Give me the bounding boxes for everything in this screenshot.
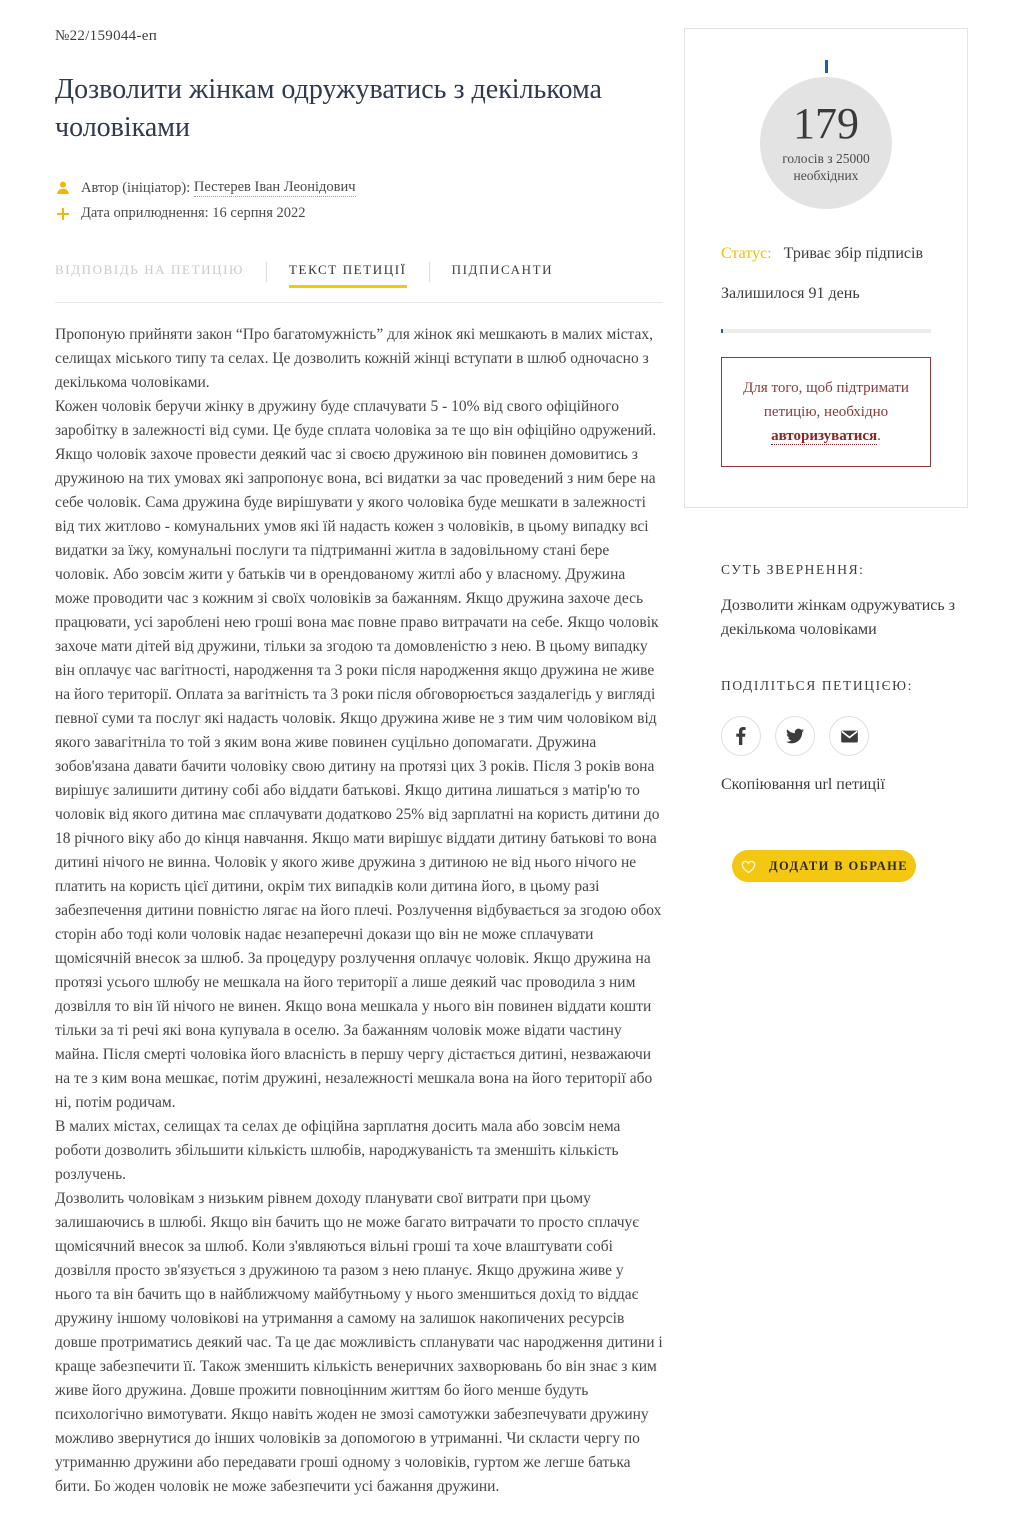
tab-signers[interactable]: ПІДПИСАНТИ [451,262,554,277]
page-title: Дозволити жінкам одружуватись з декількома чоловіками [55,74,602,143]
days-left: Залишилося 91 день [721,285,860,302]
add-to-favorites-label: ДОДАТИ В ОБРАНЕ [769,858,908,873]
tab-separator [429,262,430,282]
author-name-link[interactable]: Пестерев Іван Леонідович [193,179,356,195]
main-column [55,28,663,1499]
share-facebook-button[interactable] [721,716,761,756]
share-twitter-button[interactable] [775,716,815,756]
status-label: Статус: [721,245,772,262]
author-row [55,179,663,197]
petition-meta [55,179,663,222]
progress-tick-icon [825,60,828,73]
status-row [721,245,931,263]
tab-bar [55,262,663,288]
votes-caption-line1: голосів з 25000 [782,151,870,166]
votes-count: 179 [793,99,859,148]
date-row [55,205,663,222]
essence-text: Дозволити жінкам одружуватись з декількома чоловіками [721,597,956,638]
sidebar-lower [684,562,968,882]
add-to-favorites-button[interactable] [732,850,916,882]
auth-required-box [721,357,931,467]
tab-petition-text[interactable]: ТЕКСТ ПЕТИЦІЇ [289,262,407,288]
votes-circle [760,77,892,209]
tab-response[interactable]: ВІДПОВІДЬ НА ПЕТИЦІЮ [55,262,244,277]
tab-separator [266,262,267,282]
status-value: Триває збір підписів [783,245,923,262]
votes-caption [782,150,870,184]
essence-heading: СУТЬ ЗВЕРНЕННЯ: [721,562,865,577]
author-person-icon [55,180,71,196]
signature-progress-bar [721,329,931,333]
authorize-link[interactable]: авторизуватися [771,428,878,444]
petition-paragraph: Пропоную прийняти закон “Про багатомужність” для жінок які мешкають в малих містах, селищах міського типу та селах. Це дозволить кожній жінці вступати в шлюб одночасно з декількома чоловіками. [55,326,653,391]
publish-date: Дата оприлюднення: 16 серпня 2022 [81,205,306,221]
petition-number: №22/159044-еп [55,28,158,44]
tabs-divider [55,302,663,303]
votes-caption-line2: необхідних [793,168,859,183]
sidebar [684,28,968,1499]
share-buttons [721,716,968,756]
signature-progress-fill [721,329,723,333]
petition-paragraph: Дозволить чоловікам з низьким рівнем доходу планувати свої витрати при цьому залишаючись в шлюбі. Якщо він бачить що не може багато витрачати то просто сплачує щомісячний внесок за шлюб. Коли з'являються вільні гроші та хоче влаштувати собі дозвілля просто зв'язується з дружиною та разом з нею планує. Якщо дружина живе у нього та він бачить що в найближчому майбутньому у нього зменшиться дохід то віддає дружину іншому чоловікові на утримання а самому на залишок накопичених ресурсів довше протриматись деякий час. Та це дає можливість спланувати час народження дитини і краще забезпечити її. Також зменшить кількість венеричних захворювань бо він знає з ким живе його дружина. Довше прожити повноцінним життям бо його менше будуть психологічно вимотувати. Якщо навіть жоден не змозі самотужки забезпечувати дружину можливо звернутися до інших чоловіків за допомогою в утриманні. Чи скласти чергу по утриманню дружини або передавати гроші одному з чоловіків, гуртом же легше батька бити. Бо жоден чоловік не може забезпечити усі бажання дружини. [55,1190,663,1495]
share-email-button[interactable] [829,716,869,756]
votes-card [684,28,968,508]
facebook-icon [732,727,750,745]
heart-icon [740,858,757,875]
author-label: Автор (ініціатор): [81,179,191,196]
copy-url-link[interactable]: Скопіювання url петиції [721,776,885,793]
auth-text: Для того, щоб підтримати петицію, необхідно [743,380,909,420]
share-heading: ПОДІЛІТЬСЯ ПЕТИЦІЄЮ: [721,678,914,693]
votes-progress-circle [760,77,892,209]
petition-paragraph: Кожен чоловік беручи жінку в дружину буде сплачувати 5 - 10% від свого офіційного заробітку в залежності від суми. Це буде сплата чоловіка за те що він офіційно одружений. Якщо чоловік захоче провести деякий час зі своєю дружиною він повинен домовитись з дружиною на тих умовах які запропонує вона, всі видатки за час проведений з ним бере на себе чоловік. Сама дружина буде вирішувати у якого чоловіка буде мешкати в залежності від тих житлово - комунальних умов які їй надасть кожен з чоловіків, в цьому випадку всі видатки за їжу, комунальні послуги та підтриманні житла в задовільному стані бере чоловік. Або зовсім жити у батьків чи в орендованому житлі або у власному. Дружина може проводити час з кожним зі своїх чоловіків за бажанням. Якщо дружина захоче десь працювати, усі зароблені нею гроші вона має повне право витрачати на себе. Якщо чоловік захоче мати дітей від дружини, тільки за згодою та домовленістю з нею. В цьому випадку він оплачує час вагітності, народження та 3 роки після народження якщо дружина не живе на його території. Оплата за вагітність та 3 роки після обговорюється заздалегідь у вигляді певної суми та послуг які надасть чоловік. Якщо дружина живе не з тим чим чоловіком від якого завагітніла то той з яким вона живе повинен суцільно допомагати. Дружина зобов'язана давати бачити чоловіку свою дитину на протязі цих 3 років. Після 3 років вона вирішує залишити дитину собі або віддати батькові. Якщо дитина лишаться з матір'ю то чоловік від якого дитина має сплачувати додатково 25% від зарплатні на користь дитини до 18 річного віку або до кінця навчання. Якщо мати вирішує віддати дитину батькові то вона дитині нічого не винна. Чоловік у якого живе дружина з дитиною не від нього нічого не платить на користь цієї дитини, окрім тих випадків коли дитина його, в цьому разі забезпечення дитини повністю лягає на його плечі. Розлучення відбувається за згодою обох сторін або тоді коли чоловік надає незаперечні докази що він не може сплачувати щомісячній внесок за шлюб. За процедуру розлучення оплачує чоловік. Якщо дружина на протязі усього шлюбу не мешкала на його території а лише деякий час проводила з ним дозвілля то він їй нічого не винен. Якщо вона мешкала у нього він повинен віддати кошти тільки за ті речі які вона купувала в оселю. За бажанням чоловік може відати частину майна. Після смерті чоловіка його власність в першу чергу дістається дитині, незважаючи на те з ким вона мешкає, потім дружині, незалежності мешкала вона на його території або ні, потім родичам. [55,398,662,1111]
envelope-icon [840,727,859,746]
petition-body-text [55,323,663,1499]
plus-icon [55,206,71,222]
auth-suffix: . [877,428,881,444]
petition-paragraph: В малих містах, селищах та селах де офіційна зарплатня досить мала або зовсім нема роботи дозволить збільшити кількість шлюбів, народжуваність та зменшіть кількість розлучень. [55,1118,621,1183]
twitter-icon [786,727,804,745]
